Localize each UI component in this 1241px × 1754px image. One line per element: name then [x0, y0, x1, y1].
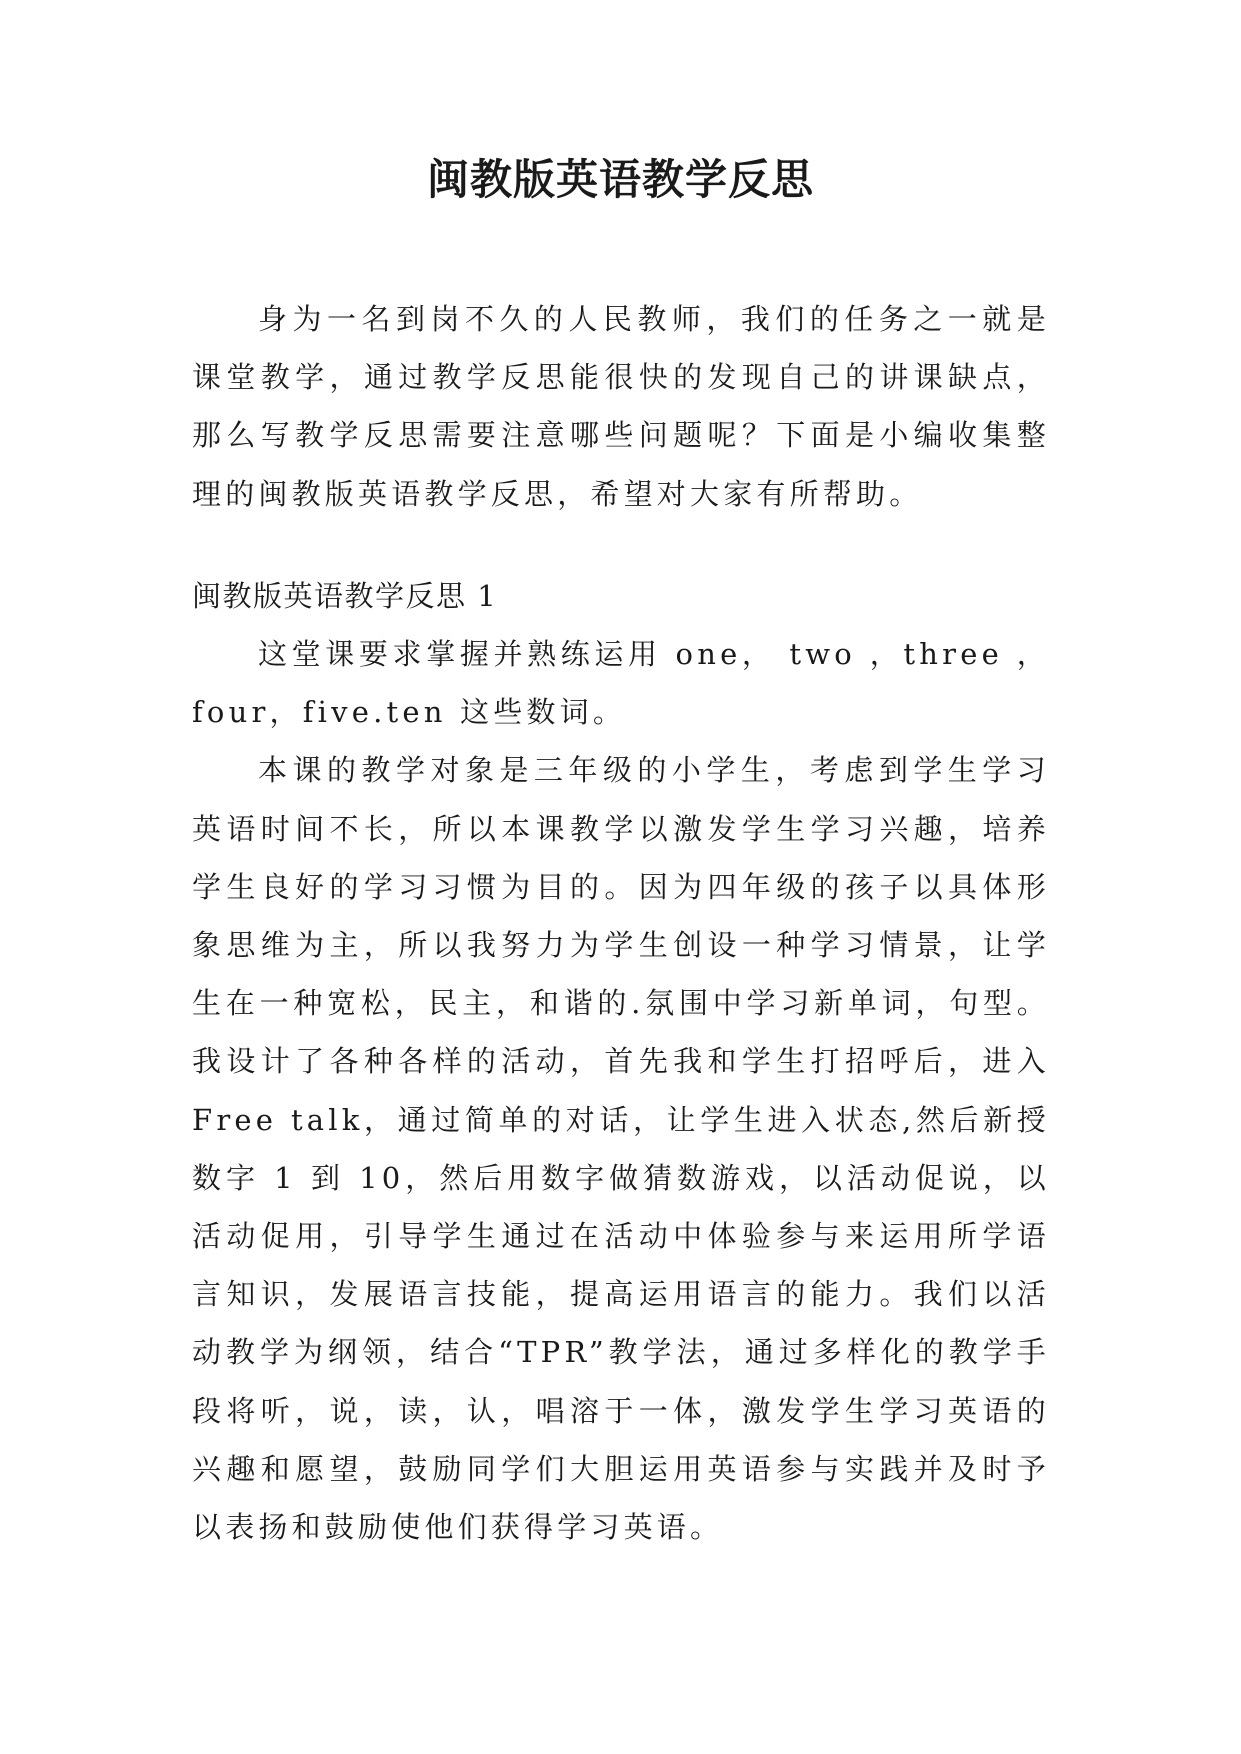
document-body	[192, 290, 1050, 1556]
body-paragraph-2: 本课的教学对象是三年级的小学生，考虑到学生学习英语时间不长，所以本课教学以激发学生学习兴趣，培养学生良好的学习习惯为目的。因为四年级的孩子以具体形象思维为主，所以我努力为学生创设一种学习情景，让学生在一种宽松，民主，和谐的.氛围中学习新单词，句型。我设计了各种各样的活动，首先我和学生打招呼后，进入 Free talk，通过简单的对话，让学生进入状态,然后新授数字 1 到 10，然后用数字做猜数游戏，以活动促说，以活动促用，引导学生通过在活动中体验参与来运用所学语言知识，发展语言技能，提高运用语言的能力。我们以活动教学为纲领，结合“TPR”教学法，通过多样化的教学手段将听，说，读，认，唱溶于一体，激发学生学习英语的兴趣和愿望，鼓励同学们大胆运用英语参与实践并及时予以表扬和鼓励使他们获得学习英语。	[192, 753, 1050, 1545]
body-paragraph-1: 这堂课要求掌握并熟练运用 one， two ，three ，four，five.ten 这些数词。	[192, 637, 1050, 730]
section-heading: 闽教版英语教学反思 1	[192, 578, 498, 613]
document-title: 闽教版英语教学反思	[426, 155, 814, 204]
intro-paragraph: 身为一名到岗不久的人民教师，我们的任务之一就是课堂教学，通过教学反思能很快的发现自己的讲课缺点，那么写教学反思需要注意哪些问题呢？下面是小编收集整理的闽教版英语教学反思，希望对大家有所帮助。	[192, 302, 1050, 511]
